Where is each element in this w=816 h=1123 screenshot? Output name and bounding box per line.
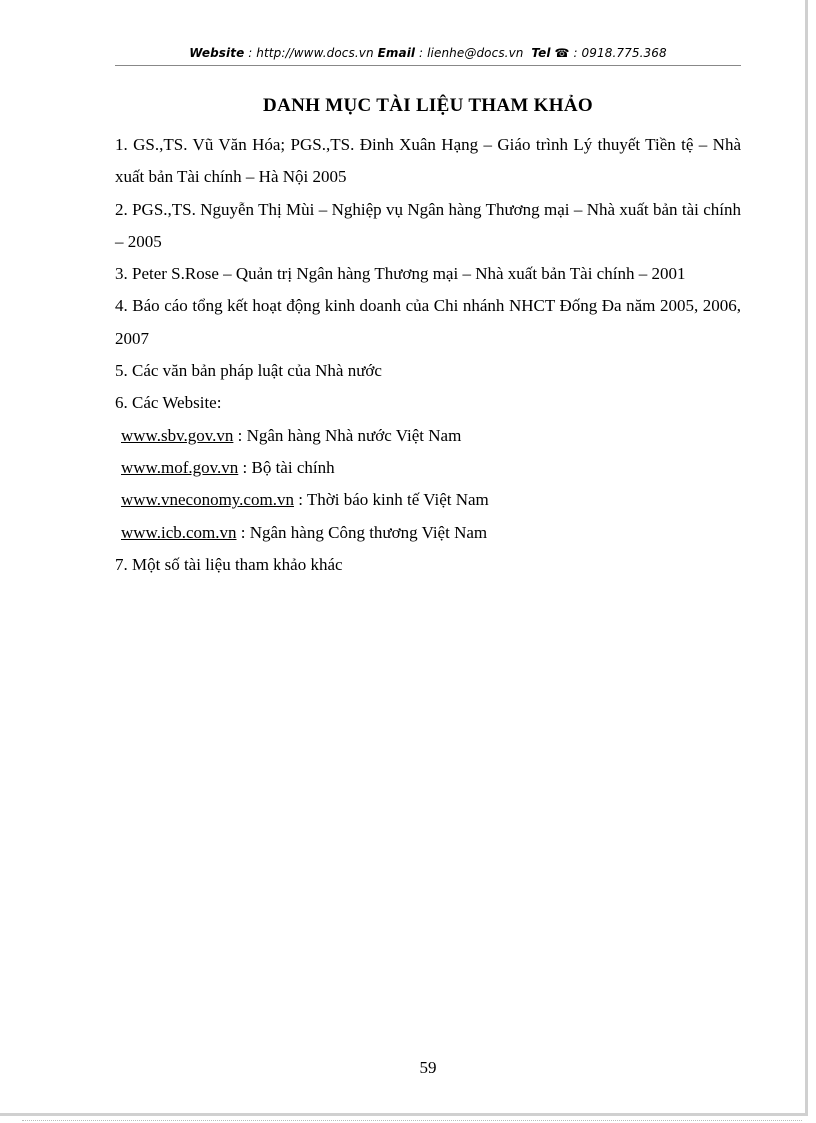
website-link-sbv[interactable]: www.sbv.gov.vn <box>121 425 234 445</box>
page-title: DANH MỤC TÀI LIỆU THAM KHẢO <box>263 95 593 116</box>
tel-separator: : <box>569 46 582 60</box>
tel-label: Tel <box>531 46 551 60</box>
header-divider <box>115 65 741 66</box>
website-label: Website <box>189 46 245 60</box>
tel-value: 0918.775.368 <box>581 46 667 60</box>
page-number: 59 <box>419 1058 437 1077</box>
website-description: : Thời báo kinh tế Việt Nam <box>293 490 489 510</box>
website-link-mof[interactable]: www.mof.gov.vn <box>121 457 239 477</box>
page-header <box>115 46 741 60</box>
reference-item-7: 7. Một số tài liệu tham khảo khác <box>115 554 343 574</box>
reference-item-1: 1. GS.,TS. Vũ Văn Hóa; PGS.,TS. Đinh Xuân Hạng – Giáo trình Lý thuyết Tiền tệ – Nhà xuất bản Tài chính – Hà Nội 2005 <box>115 135 741 187</box>
reference-list <box>115 129 741 581</box>
email-label: Email <box>377 46 416 60</box>
website-description: : Ngân hàng Công thương Việt Nam <box>236 522 488 542</box>
website-value[interactable]: http://www.docs.vn <box>256 46 374 60</box>
reference-item-6: 6. Các Website: <box>115 393 222 413</box>
reference-item-4: 4. Báo cáo tổng kết hoạt động kinh doanh của Chi nhánh NHCT Đống Đa năm 2005, 2006, 2007 <box>115 296 741 348</box>
reference-item-2: 2. PGS.,TS. Nguyễn Thị Mùi – Nghiệp vụ Ngân hàng Thương mại – Nhà xuất bản tài chính – 2005 <box>115 199 741 251</box>
website-item <box>115 484 741 516</box>
website-item <box>115 420 741 452</box>
email-value[interactable]: lienhe@docs.vn <box>427 46 524 60</box>
website-description: : Bộ tài chính <box>238 457 335 477</box>
website-separator: : <box>244 46 257 60</box>
website-item <box>115 517 741 549</box>
phone-icon: ☎ <box>554 46 570 60</box>
website-link-icb[interactable]: www.icb.com.vn <box>121 522 237 542</box>
reference-item-5: 5. Các văn bản pháp luật của Nhà nước <box>115 361 382 381</box>
website-description: : Ngân hàng Nhà nước Việt Nam <box>233 425 462 445</box>
email-separator: : <box>415 46 428 60</box>
footer-divider <box>22 1120 802 1121</box>
website-link-vneconomy[interactable]: www.vneconomy.com.vn <box>121 490 294 510</box>
reference-item-3: 3. Peter S.Rose – Quản trị Ngân hàng Thương mại – Nhà xuất bản Tài chính – 2001 <box>115 264 686 284</box>
website-item <box>115 452 741 484</box>
